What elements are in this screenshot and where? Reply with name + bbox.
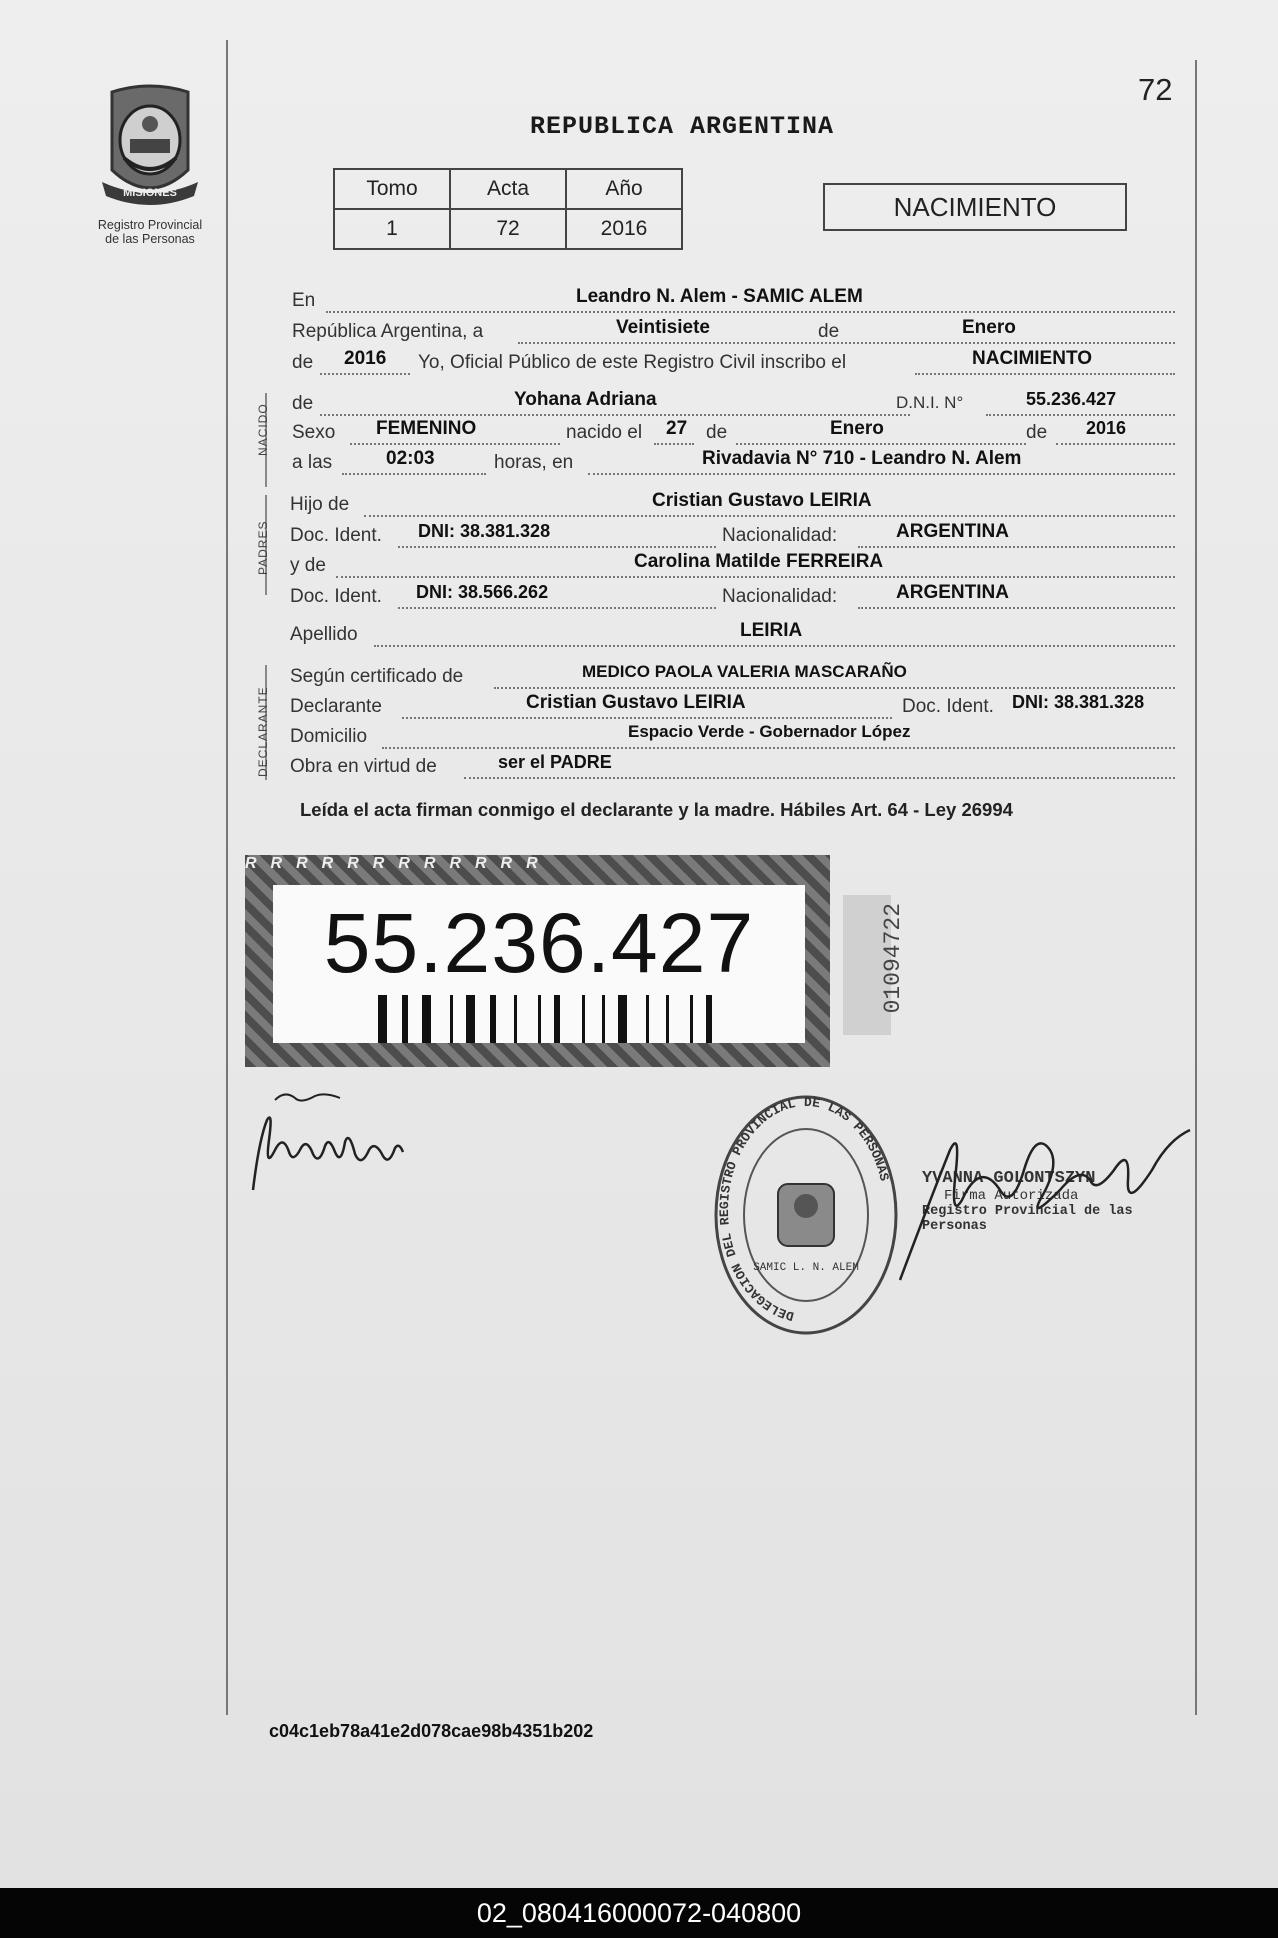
row-hijo xyxy=(290,490,1175,522)
label-republica: República Argentina, a xyxy=(292,321,484,342)
label-en: En xyxy=(292,290,316,311)
label-doc-declarante: Doc. Ident. xyxy=(902,696,994,717)
value-month: Enero xyxy=(962,317,1016,338)
value-certificado: MEDICO PAOLA VALERIA MASCARAÑO xyxy=(582,662,907,681)
value-birth-month: Enero xyxy=(830,418,884,439)
row-obra xyxy=(290,752,1175,784)
value-birth-year: 2016 xyxy=(1086,418,1127,438)
value-tomo: 1 xyxy=(334,209,450,249)
side-label-nacido: NACIDO xyxy=(256,403,270,456)
file-id-bar xyxy=(0,1888,1278,1938)
country-title: REPUBLICA ARGENTINA xyxy=(530,112,835,141)
document-hash: c04c1eb78a41e2d078cae98b4351b202 xyxy=(269,1721,594,1741)
value-dni: 55.236.427 xyxy=(1026,389,1117,409)
label-de-birth-month: de xyxy=(706,422,728,443)
act-type-box: NACIMIENTO xyxy=(823,183,1127,231)
row-declarante xyxy=(290,692,1175,724)
value-madre-nac: ARGENTINA xyxy=(896,582,1009,603)
row-republica xyxy=(290,317,1175,349)
seal-ring-text: DELEGACION DEL REGISTRO PROVINCIAL DE LAS PERSONAS xyxy=(717,1094,892,1324)
label-de-nombre: de xyxy=(292,393,314,414)
serial-tag xyxy=(843,895,906,1035)
value-padre: Cristian Gustavo LEIRIA xyxy=(652,490,872,511)
dni-sticker xyxy=(245,855,830,1067)
value-day-words: Veintisiete xyxy=(616,317,710,338)
value-birth-day: 27 xyxy=(666,418,688,439)
barcode-icon xyxy=(378,995,718,1043)
row-en xyxy=(290,286,1175,318)
official-office: Registro Provincial de las Personas xyxy=(922,1204,1133,1234)
value-hora: 02:03 xyxy=(386,448,435,469)
label-a-las: a las xyxy=(292,452,333,473)
value-sexo: FEMENINO xyxy=(376,418,477,439)
label-hijo: Hijo de xyxy=(290,494,350,515)
value-domicilio: Espacio Verde - Gobernador López xyxy=(628,722,911,741)
side-label-declarante: DECLARANTE xyxy=(256,686,270,777)
header-ano: Año xyxy=(566,169,682,209)
value-year: 2016 xyxy=(344,348,387,369)
label-obra: Obra en virtud de xyxy=(290,756,437,777)
label-declarante: Declarante xyxy=(290,696,382,717)
official-name: YVANNA GOLONTSZYN xyxy=(922,1169,1096,1188)
sticker-dni-number: 55.236.427 xyxy=(323,896,755,990)
row-year xyxy=(290,348,1175,380)
label-de-month: de xyxy=(818,321,840,342)
sticker-pattern-strip: RRRRRRRRRRRR xyxy=(245,855,552,872)
value-obra: ser el PADRE xyxy=(498,752,612,772)
value-declarante: Cristian Gustavo LEIRIA xyxy=(526,692,746,713)
row-madre-doc xyxy=(290,582,1175,614)
label-de-year: de xyxy=(292,352,314,373)
registry-seal xyxy=(712,1092,900,1338)
seal-inner-text: SAMIC L. N. ALEM xyxy=(753,1262,859,1274)
left-margin-line xyxy=(226,40,228,1715)
value-place: Leandro N. Alem - SAMIC ALEM xyxy=(576,286,863,307)
row-certificado xyxy=(290,662,1175,694)
label-sexo: Sexo xyxy=(292,422,336,443)
row-hora xyxy=(290,448,1175,480)
value-madre: Carolina Matilde FERREIRA xyxy=(634,551,884,572)
misiones-coat-of-arms-icon xyxy=(94,84,206,209)
sticker-label xyxy=(273,885,805,1043)
logo-caption: Registro Provincial de las Personas xyxy=(97,218,203,246)
official-role: Firma Autorizada xyxy=(944,1188,1079,1204)
label-certificado: Según certificado de xyxy=(290,666,464,687)
record-table xyxy=(333,168,683,250)
row-domicilio xyxy=(290,722,1175,754)
label-doc-padre: Doc. Ident. xyxy=(290,525,382,546)
label-nacionalidad-padre: Nacionalidad: xyxy=(722,525,838,546)
value-ano: 2016 xyxy=(566,209,682,249)
value-acta: 72 xyxy=(450,209,566,249)
value-nombre: Yohana Adriana xyxy=(514,389,657,410)
right-margin-line xyxy=(1195,60,1197,1715)
row-apellido xyxy=(290,620,1175,652)
row-nombre xyxy=(290,389,1175,421)
label-dni: D.N.I. N° xyxy=(896,393,964,412)
closing-statement: Leída el acta firman conmigo el declarante y la madre. Hábiles Art. 64 - Ley 26994 xyxy=(300,799,1013,820)
label-de-birth-year: de xyxy=(1026,422,1048,443)
official-signature xyxy=(890,1110,1200,1290)
header-acta: Acta xyxy=(450,169,566,209)
label-domicilio: Domicilio xyxy=(290,726,368,747)
label-oficial: Yo, Oficial Público de este Registro Civil inscribo el xyxy=(418,352,847,373)
label-apellido: Apellido xyxy=(290,624,358,645)
registry-logo xyxy=(80,84,220,246)
page-number: 72 xyxy=(1138,72,1173,107)
value-lugar: Rivadavia N° 710 - Leandro N. Alem xyxy=(702,448,1022,469)
label-nacido: nacido el xyxy=(566,422,643,443)
header-tomo: Tomo xyxy=(334,169,450,209)
label-horas-en: horas, en xyxy=(494,452,574,473)
row-madre xyxy=(290,551,1175,583)
label-y-de: y de xyxy=(290,555,326,576)
value-apellido: LEIRIA xyxy=(740,620,803,641)
mother-signature xyxy=(245,1090,415,1205)
side-label-padres: PADRES xyxy=(256,520,270,575)
value-registro-tipo: NACIMIENTO xyxy=(972,348,1092,369)
label-nacionalidad-madre: Nacionalidad: xyxy=(722,586,838,607)
value-madre-doc: DNI: 38.566.262 xyxy=(416,582,549,602)
file-id: 02_080416000072-040800 xyxy=(476,1898,802,1928)
row-sexo xyxy=(290,418,1175,450)
value-padre-doc: DNI: 38.381.328 xyxy=(418,521,551,541)
value-padre-nac: ARGENTINA xyxy=(896,521,1009,542)
value-declarante-doc: DNI: 38.381.328 xyxy=(1012,692,1145,712)
serial-number: 01094722 xyxy=(880,903,906,1014)
label-doc-madre: Doc. Ident. xyxy=(290,586,382,607)
row-padre-doc xyxy=(290,521,1175,553)
svg-text:MISIONES: MISIONES xyxy=(123,187,177,199)
